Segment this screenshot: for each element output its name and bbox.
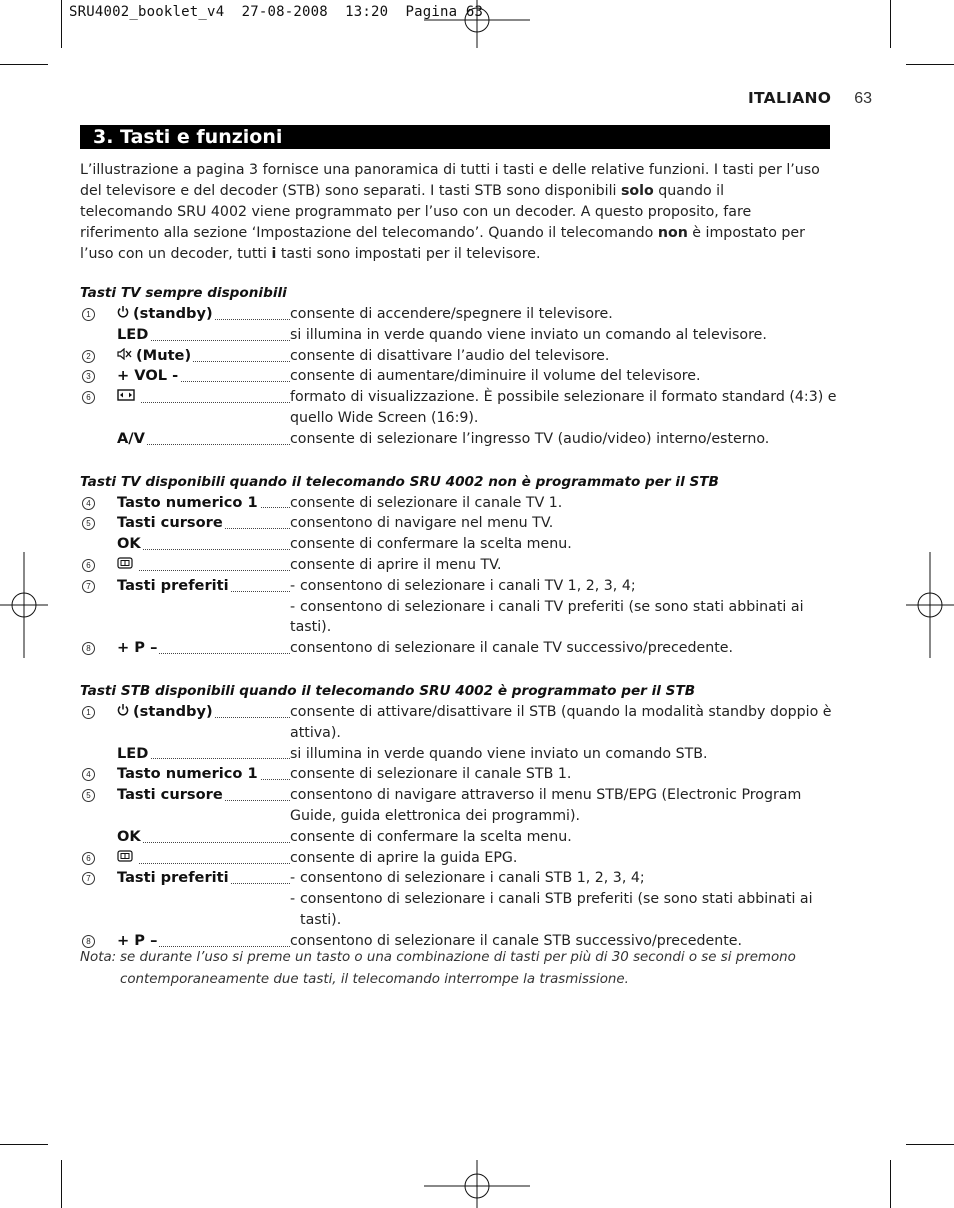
key-name: Tasto numerico 1 <box>117 493 258 511</box>
key-description <box>290 702 840 744</box>
key-description <box>290 744 840 765</box>
group-title: Tasti TV disponibili quando il telecomando SRU 4002 non è programmato per il STB <box>80 473 719 490</box>
intro-emphasis: non <box>657 225 688 241</box>
key-row <box>80 534 840 555</box>
description-line: consente di confermare la scelta menu. <box>290 828 572 845</box>
callout-number: 1 <box>82 706 95 719</box>
crop-mark <box>890 0 891 48</box>
callout-number: 8 <box>82 642 95 655</box>
print-slug: SRU4002_booklet_v4 27-08-2008 13:20 Pagina 63 <box>69 4 484 20</box>
intro-emphasis: solo <box>620 183 654 199</box>
key-description <box>290 493 840 514</box>
description-line: quello Wide Screen (16:9). <box>290 409 479 426</box>
key-description <box>290 513 840 534</box>
key-row <box>80 387 840 429</box>
description-line: consente di aprire il menu TV. <box>290 556 502 573</box>
description-line: consentono di selezionare il canale STB successivo/precedente. <box>290 932 743 949</box>
key-description <box>290 534 840 555</box>
key-description <box>290 346 840 367</box>
description-line: - consentono di selezionare i canali TV preferiti (se sono stati abbinati ai tasti). <box>290 598 804 636</box>
key-name: Tasto numerico 1 <box>117 765 258 783</box>
callout-number: 4 <box>82 497 95 510</box>
key-row <box>80 576 840 638</box>
key-description <box>290 785 840 827</box>
description-line: consente di selezionare il canale TV 1. <box>290 494 563 511</box>
mute-icon <box>117 346 132 367</box>
description-line: Guide, guida elettronica dei programmi). <box>290 807 581 824</box>
key-row <box>80 429 840 450</box>
key-name: Tasti cursore <box>117 514 223 532</box>
description-line: - consentono di selezionare i canali TV 1, 2, 3, 4; <box>290 577 636 594</box>
callout-number: 1 <box>82 308 95 321</box>
description-line: tasti). <box>300 911 342 928</box>
running-header <box>748 89 872 108</box>
menu-icon <box>117 848 133 869</box>
description-line: si illumina in verde quando viene inviato un comando STB. <box>290 745 708 762</box>
leader-dots <box>117 863 290 864</box>
description-line: consentono di navigare nel menu TV. <box>290 515 554 532</box>
section-gap <box>80 450 840 472</box>
callout-number: 6 <box>82 852 95 865</box>
note <box>80 947 820 990</box>
key-name: LED <box>117 325 149 343</box>
key-function-list <box>80 283 840 952</box>
key-name: + P – <box>117 639 158 657</box>
key-description <box>290 387 840 429</box>
intro-text: L’illustrazione a pagina 3 fornisce una panoramica di tutti i tasti e delle relative funzioni. I tasti per l’uso del televisore e del decoder (STB) sono separati. I tasti STB sono disponibili <box>80 162 820 199</box>
key-label <box>117 576 290 597</box>
key-label <box>117 702 290 723</box>
key-name: OK <box>117 535 141 553</box>
key-description <box>290 764 840 785</box>
key-row <box>80 304 840 325</box>
description-line: consente di attivare/disattivare il STB (quando la modalità standby doppio è <box>290 703 832 720</box>
key-label <box>117 493 290 514</box>
language-label: ITALIANO <box>747 89 832 107</box>
callout-number: 8 <box>82 935 95 948</box>
key-name <box>117 389 141 406</box>
standby-icon <box>117 304 129 325</box>
registration-mark-icon <box>906 552 954 658</box>
key-label <box>117 429 290 450</box>
crop-mark <box>890 1160 891 1208</box>
crop-mark <box>906 64 954 65</box>
description-line: - consentono di selezionare i canali STB preferiti (se sono stati abbinati ai <box>290 891 813 908</box>
key-label <box>117 785 290 806</box>
callout-number: 5 <box>82 789 95 802</box>
key-label <box>117 744 290 765</box>
key-row <box>80 848 840 869</box>
key-row <box>80 325 840 346</box>
description-line: consente di aprire la guida EPG. <box>290 849 518 866</box>
description-line: - consentono di selezionare i canali STB 1, 2, 3, 4; <box>290 870 645 887</box>
key-row <box>80 493 840 514</box>
key-label <box>117 325 290 346</box>
key-description <box>290 848 840 869</box>
description-line: consente di accendere/spegnere il televisore. <box>290 306 613 322</box>
section-title: 3. Tasti e funzioni <box>80 125 830 149</box>
key-name: LED <box>117 744 149 762</box>
key-name <box>117 556 139 573</box>
crop-mark <box>0 64 48 65</box>
leader-dots <box>117 570 290 571</box>
group-title: Tasti STB disponibili quando il telecomando SRU 4002 è programmato per il STB <box>80 682 696 699</box>
menu-icon <box>117 555 133 576</box>
callout-number: 2 <box>82 350 95 363</box>
crop-mark <box>61 0 62 48</box>
key-name: (Mute) <box>117 347 193 364</box>
key-name: + P – <box>117 931 158 949</box>
key-row <box>80 555 840 576</box>
callout-number: 5 <box>82 517 95 530</box>
description-line: consente di disattivare l’audio del televisore. <box>290 347 610 364</box>
key-label <box>117 868 290 889</box>
key-label <box>117 555 290 576</box>
description-line: attiva). <box>290 724 341 741</box>
key-name: (standby) <box>117 305 215 322</box>
description-line: formato di visualizzazione. È possibile selezionare il formato standard (4:3) e <box>290 389 837 406</box>
key-description <box>290 429 840 450</box>
key-description <box>290 366 840 387</box>
intro-emphasis: i <box>271 246 277 262</box>
key-description <box>290 325 840 346</box>
description-line: consentono di selezionare il canale TV successivo/precedente. <box>290 640 734 657</box>
callout-number: 3 <box>82 370 95 383</box>
standby-icon <box>117 702 129 723</box>
key-row <box>80 744 840 765</box>
aspect-ratio-icon <box>117 387 135 408</box>
section-gap <box>80 659 840 681</box>
crop-mark <box>61 1160 62 1208</box>
note-text: contemporaneamente due tasti, il telecomando interrompe la trasmissione. <box>120 971 629 987</box>
description-line: si illumina in verde quando viene inviato un comando al televisore. <box>290 326 767 343</box>
description-line: consente di aumentare/diminuire il volume del televisore. <box>290 368 701 385</box>
description-line: consente di selezionare l’ingresso TV (audio/video) interno/esterno. <box>290 430 770 447</box>
key-label <box>117 827 290 848</box>
key-name: + VOL - <box>117 367 179 385</box>
registration-mark-icon <box>424 1160 530 1208</box>
key-description <box>290 304 840 325</box>
crop-mark <box>906 1144 954 1145</box>
description-line: consente di confermare la scelta menu. <box>290 536 572 553</box>
key-name: A/V <box>117 429 145 447</box>
key-row <box>80 868 840 930</box>
leader-dots <box>117 402 290 403</box>
key-row <box>80 513 840 534</box>
key-row <box>80 785 840 827</box>
callout-number: 4 <box>82 768 95 781</box>
key-row <box>80 366 840 387</box>
key-name: Tasti cursore <box>117 786 223 804</box>
key-description <box>290 576 840 638</box>
key-description <box>290 555 840 576</box>
description-line: consentono di navigare attraverso il menu STB/EPG (Electronic Program <box>290 787 802 804</box>
group-title: Tasti TV sempre disponibili <box>80 285 287 301</box>
description-line: consente di selezionare il canale STB 1. <box>290 766 572 783</box>
callout-number: 7 <box>82 580 95 593</box>
registration-mark-icon <box>424 0 530 48</box>
key-label <box>117 387 290 408</box>
key-row <box>80 827 840 848</box>
key-description <box>290 827 840 848</box>
callout-number: 6 <box>82 391 95 404</box>
intro-text: quando il telecomando SRU 4002 viene programmato per l’uso con un decoder. A questo proposito, fare riferimento alla sezione ‘Impostazione del telecomando’. Quando il telecomando <box>80 183 752 241</box>
key-name: (standby) <box>117 703 215 720</box>
key-label <box>117 304 290 325</box>
key-label <box>117 513 290 534</box>
note-label: Nota: <box>80 950 117 965</box>
key-row <box>80 702 840 744</box>
registration-mark-icon <box>0 552 48 658</box>
intro-paragraph <box>80 160 820 265</box>
key-row <box>80 638 840 659</box>
callout-number: 6 <box>82 559 95 572</box>
key-description <box>290 638 840 659</box>
intro-text: è impostato per l’uso con un decoder, tutti <box>80 225 805 262</box>
key-label <box>117 638 290 659</box>
callout-number: 7 <box>82 872 95 885</box>
key-row <box>80 764 840 785</box>
note-text: se durante l’uso si preme un tasto o una combinazione di tasti per più di 30 secondi o se si premono <box>120 950 796 965</box>
crop-mark <box>0 1144 48 1145</box>
key-name: Tasti preferiti <box>117 869 229 887</box>
key-label <box>117 534 290 555</box>
key-row <box>80 346 840 367</box>
key-label <box>117 848 290 869</box>
key-name <box>117 849 139 866</box>
key-label <box>117 346 290 367</box>
key-description <box>290 868 840 930</box>
key-name: Tasti preferiti <box>117 576 229 594</box>
key-name: OK <box>117 827 141 845</box>
intro-text: tasti sono impostati per il televisore. <box>276 246 541 262</box>
key-label <box>117 764 290 785</box>
key-label <box>117 366 290 387</box>
page-number: 63 <box>854 90 872 107</box>
